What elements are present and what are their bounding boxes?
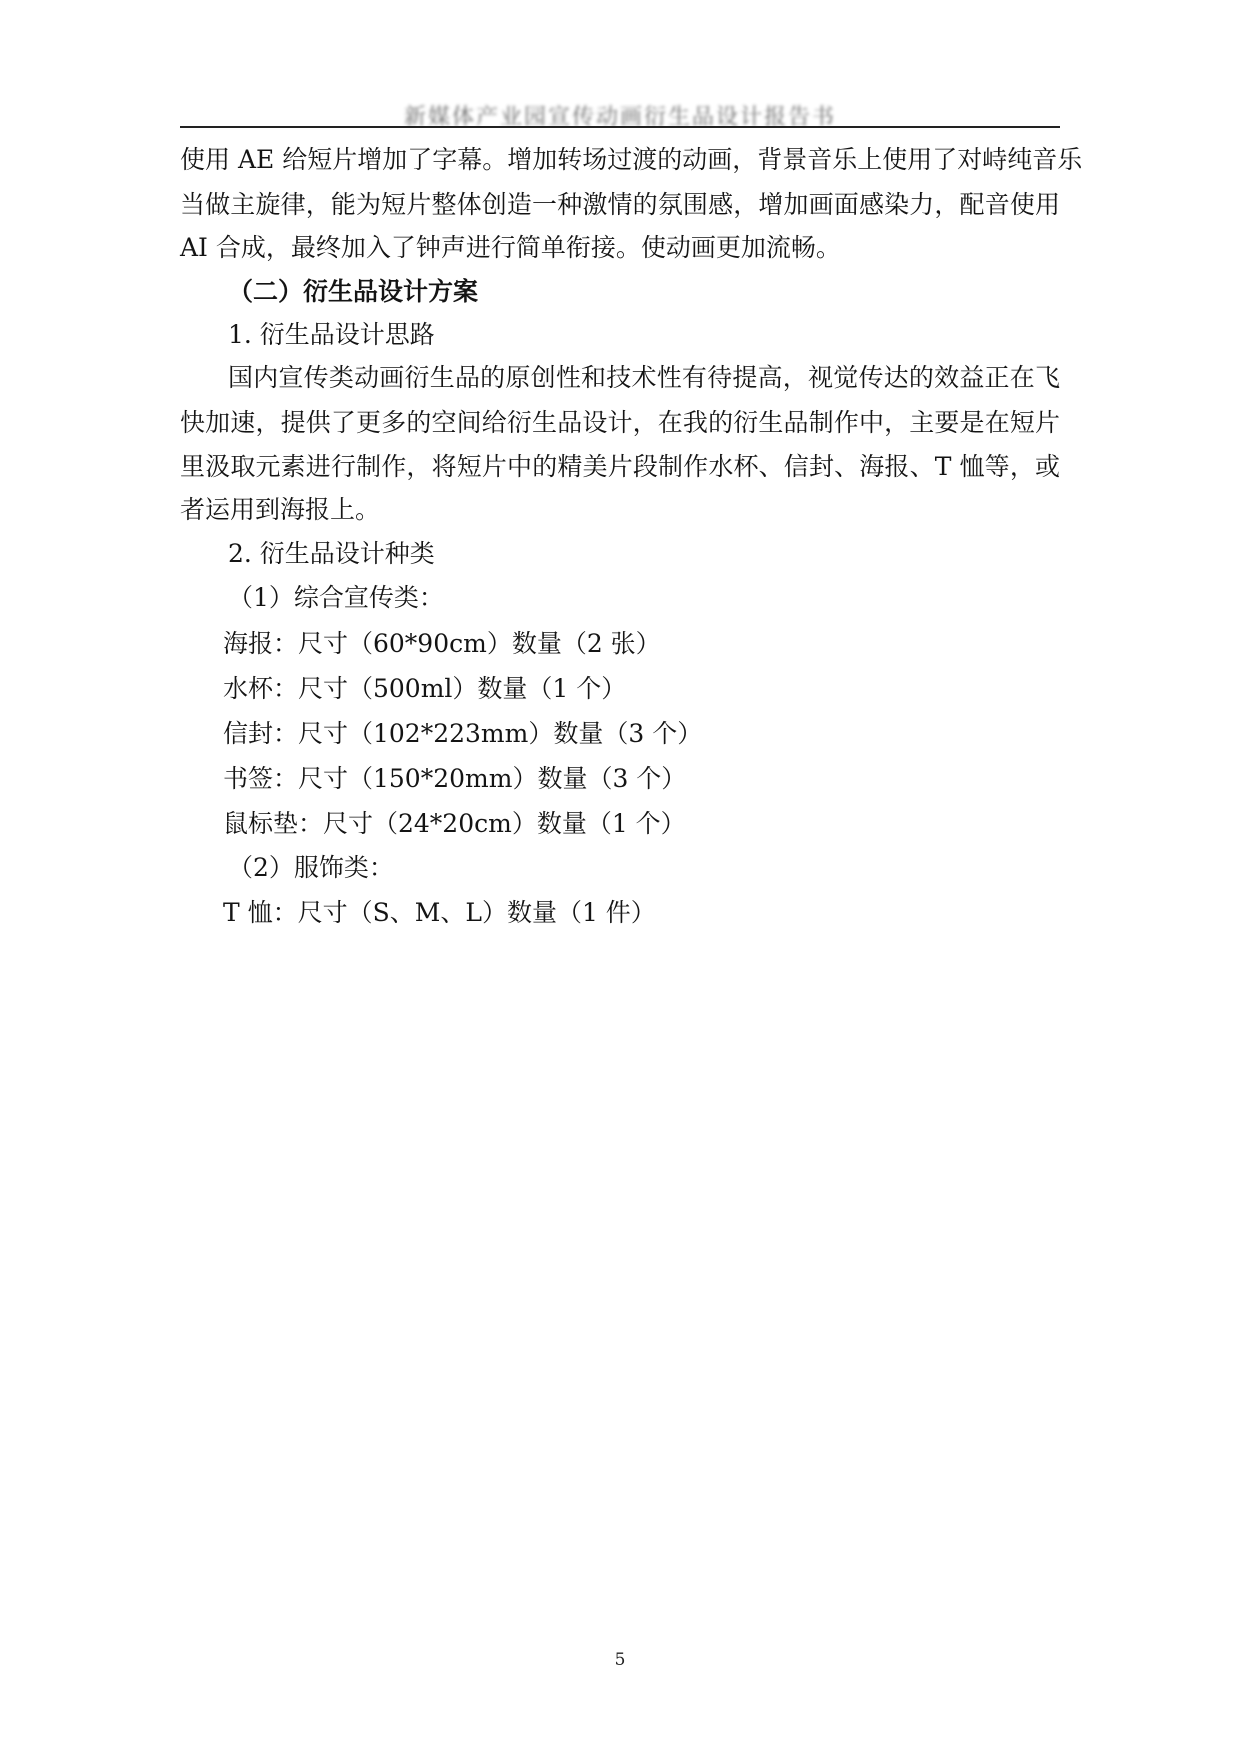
list-item: 书签：尺寸（150*20mm）数量（3 个） <box>223 764 687 793</box>
paragraph-line: 里汲取元素进行制作，将短片中的精美片段制作水杯、信封、海报、T 恤等，或 <box>180 452 1060 481</box>
subsection-heading: 2. 衍生品设计种类 <box>228 539 435 568</box>
list-item: 海报：尺寸（60*90cm）数量（2 张） <box>223 629 661 658</box>
paragraph-line: AI 合成，最终加入了钟声进行简单衔接。使动画更加流畅。 <box>180 233 841 262</box>
category-heading: （2）服饰类： <box>228 853 394 882</box>
running-header-title: 新媒体产业园宣传动画衍生品设计报告书 <box>403 105 836 126</box>
list-item: 水杯：尺寸（500ml）数量（1 个） <box>223 674 627 703</box>
list-item: 鼠标垫：尺寸（24*20cm）数量（1 个） <box>223 809 686 838</box>
paragraph-line: 当做主旋律，能为短片整体创造一种激情的氛围感，增加画面感染力，配音使用 <box>180 190 1060 219</box>
page-number: 5 <box>614 1650 626 1670</box>
paragraph-line: 使用 AE 给短片增加了字幕。增加转场过渡的动画，背景音乐上使用了对峙纯音乐 <box>180 145 1083 174</box>
running-header <box>180 96 1060 126</box>
subsection-heading: 1. 衍生品设计思路 <box>228 320 435 349</box>
category-heading: （1）综合宣传类： <box>228 583 444 612</box>
paragraph-line: 快加速，提供了更多的空间给衍生品设计，在我的衍生品制作中，主要是在短片 <box>180 408 1060 437</box>
list-item: T 恤：尺寸（S、M、L）数量（1 件） <box>223 898 656 927</box>
list-item: 信封：尺寸（102*223mm）数量（3 个） <box>223 719 703 748</box>
paragraph-line: 国内宣传类动画衍生品的原创性和技术性有待提高，视觉传达的效益正在飞 <box>228 363 1060 392</box>
header-rule <box>180 126 1060 128</box>
section-heading: （二）衍生品设计方案 <box>228 277 479 306</box>
paragraph-line: 者运用到海报上。 <box>180 495 381 524</box>
